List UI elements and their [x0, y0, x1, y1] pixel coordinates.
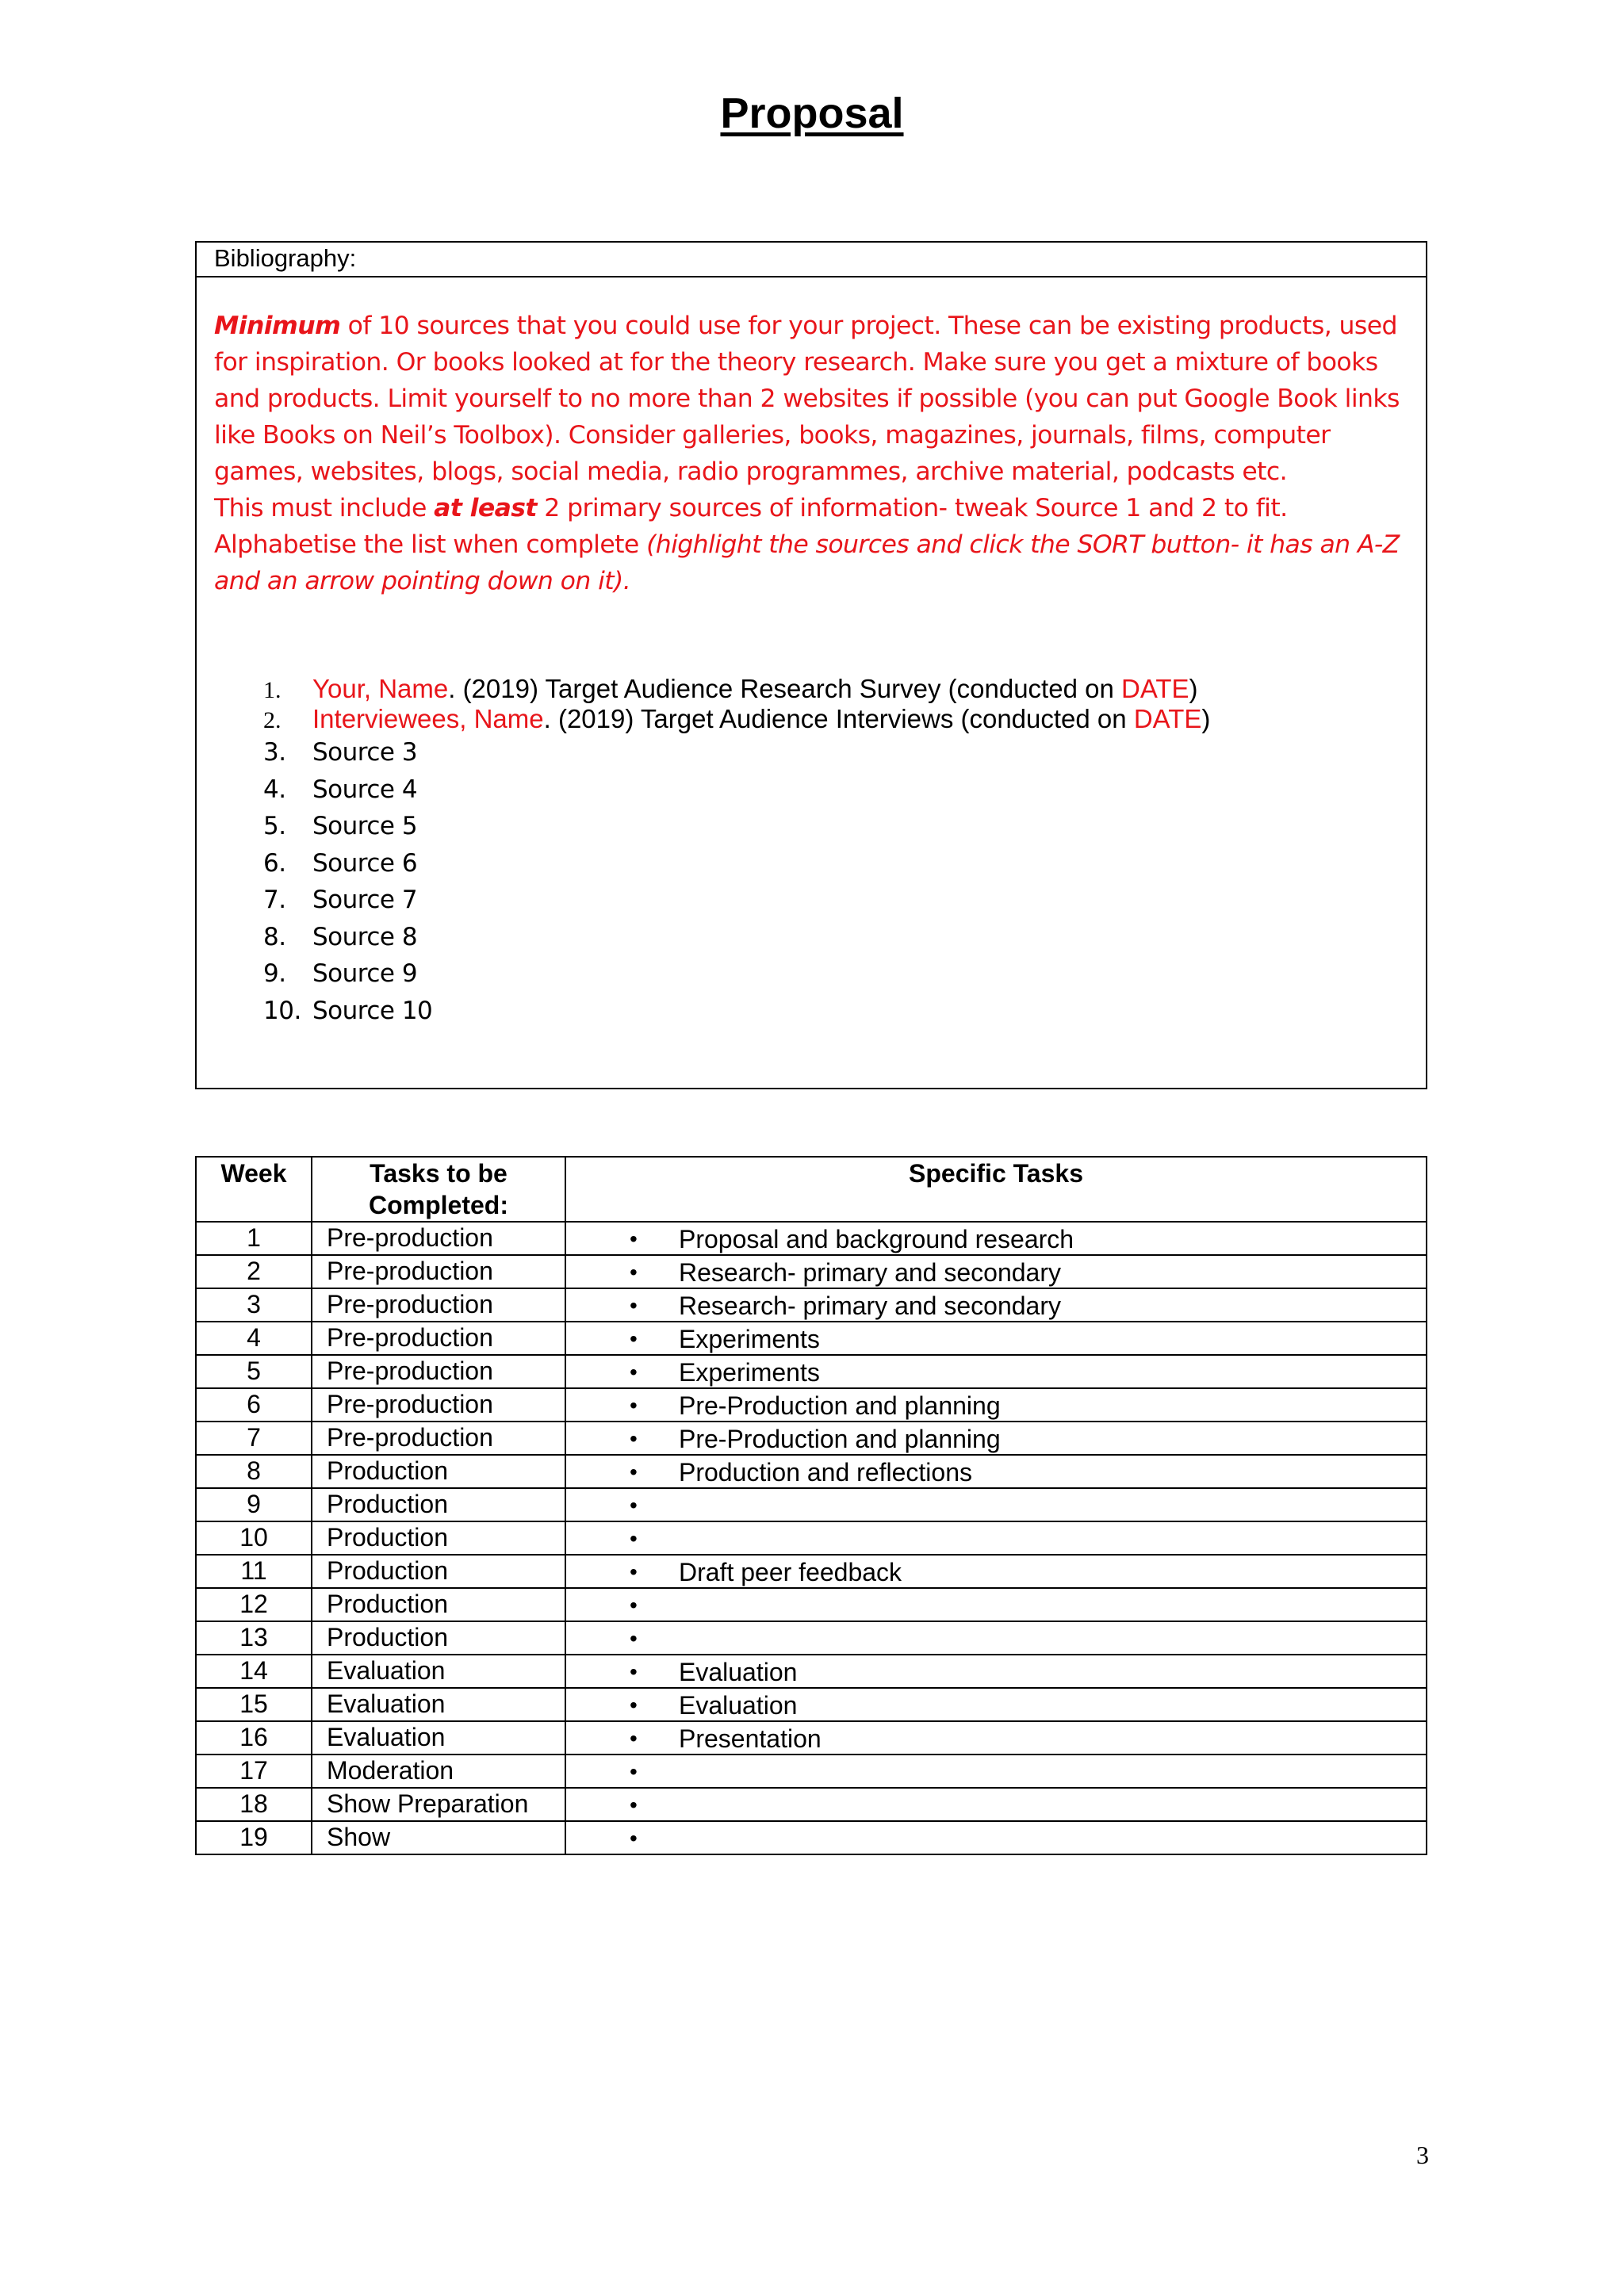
specific-task-cell — [565, 1588, 1427, 1621]
bullet-icon: • — [630, 1360, 638, 1384]
table-row — [196, 1655, 1427, 1688]
specific-task-cell — [565, 1355, 1427, 1388]
schedule-table — [195, 1156, 1427, 1855]
source-item-9: 9. Source 9 — [263, 959, 418, 988]
task-cell: Pre-production — [312, 1255, 565, 1288]
source-item-1: 1. Your, Name. (2019) Target Audience Research Survey (conducted on DATE) — [263, 674, 1198, 703]
week-cell: 13 — [196, 1621, 312, 1655]
week-cell: 10 — [196, 1521, 312, 1555]
bullet-icon: • — [630, 1626, 638, 1651]
week-cell: 14 — [196, 1655, 312, 1688]
specific-task-text: Presentation — [679, 1724, 822, 1753]
week-cell: 6 — [196, 1388, 312, 1422]
table-row — [196, 1422, 1427, 1455]
task-cell: Pre-production — [312, 1388, 565, 1422]
task-cell: Production — [312, 1555, 565, 1588]
specific-task-cell — [565, 1288, 1427, 1322]
specific-task-cell — [565, 1488, 1427, 1521]
table-row — [196, 1455, 1427, 1488]
week-cell: 8 — [196, 1455, 312, 1488]
specific-task-cell — [565, 1788, 1427, 1821]
specific-task-cell — [565, 1322, 1427, 1355]
bullet-icon: • — [630, 1293, 638, 1318]
specific-task-cell — [565, 1555, 1427, 1588]
week-header: Week — [196, 1157, 312, 1222]
week-cell: 16 — [196, 1721, 312, 1755]
bullet-icon: • — [630, 1226, 638, 1251]
bullet-icon: • — [630, 1326, 638, 1351]
table-row — [196, 1288, 1427, 1322]
table-row — [196, 1588, 1427, 1621]
bibliography-heading: Bibliography: — [197, 243, 1426, 277]
bullet-icon: • — [630, 1559, 638, 1584]
tasks-header: Tasks to be Completed: — [312, 1157, 565, 1222]
week-cell: 15 — [196, 1688, 312, 1721]
week-cell: 7 — [196, 1422, 312, 1455]
source-item-2: 2. Interviewees, Name. (2019) Target Audience Interviews (conducted on DATE) — [263, 704, 1211, 733]
specific-task-text: Experiments — [679, 1358, 820, 1387]
specific-task-cell — [565, 1721, 1427, 1755]
source-item-8: 8. Source 8 — [263, 922, 418, 951]
table-row — [196, 1488, 1427, 1521]
week-cell: 17 — [196, 1755, 312, 1788]
task-cell: Evaluation — [312, 1721, 565, 1755]
source-item-10: 10. Source 10 — [263, 996, 433, 1025]
bullet-icon: • — [630, 1493, 638, 1517]
specific-task-cell — [565, 1222, 1427, 1255]
week-cell: 5 — [196, 1355, 312, 1388]
task-cell: Pre-production — [312, 1288, 565, 1322]
source-item-4: 4. Source 4 — [263, 775, 418, 804]
bullet-icon: • — [630, 1260, 638, 1284]
week-cell: 3 — [196, 1288, 312, 1322]
table-row — [196, 1721, 1427, 1755]
task-cell: Show — [312, 1821, 565, 1854]
instruction-paragraph-2: This must include at least 2 primary sources of information- tweak Source 1 and 2 to fit. — [214, 494, 1288, 522]
bullet-icon: • — [630, 1393, 638, 1418]
bibliography-instructions — [214, 308, 1419, 599]
specific-task-text: Research- primary and secondary — [679, 1292, 1061, 1320]
specific-task-text: Evaluation — [679, 1691, 798, 1720]
specific-task-text: Proposal and background research — [679, 1225, 1074, 1253]
table-row — [196, 1821, 1427, 1854]
bullet-icon: • — [630, 1793, 638, 1817]
week-cell: 12 — [196, 1588, 312, 1621]
week-cell: 1 — [196, 1222, 312, 1255]
table-row — [196, 1688, 1427, 1721]
week-cell: 4 — [196, 1322, 312, 1355]
bullet-icon: • — [630, 1526, 638, 1551]
specific-task-text: Pre-Production and planning — [679, 1425, 1001, 1453]
specific-tasks-header: Specific Tasks — [565, 1157, 1427, 1222]
specific-task-cell — [565, 1821, 1427, 1854]
table-row — [196, 1255, 1427, 1288]
bullet-icon: • — [630, 1726, 638, 1751]
specific-task-cell — [565, 1521, 1427, 1555]
specific-task-cell — [565, 1655, 1427, 1688]
page-title: Proposal — [720, 90, 904, 137]
specific-task-cell — [565, 1455, 1427, 1488]
source-item-6: 6. Source 6 — [263, 848, 418, 878]
table-row — [196, 1755, 1427, 1788]
table-row — [196, 1222, 1427, 1255]
week-cell: 19 — [196, 1821, 312, 1854]
source-item-7: 7. Source 7 — [263, 886, 418, 914]
specific-task-text: Evaluation — [679, 1658, 798, 1686]
bullet-icon: • — [630, 1659, 638, 1684]
schedule-header-row — [196, 1157, 1427, 1222]
source-item-3: 3. Source 3 — [263, 738, 418, 767]
specific-task-text: Research- primary and secondary — [679, 1258, 1061, 1287]
specific-task-text: Pre-Production and planning — [679, 1391, 1001, 1420]
task-cell: Pre-production — [312, 1422, 565, 1455]
bullet-icon: • — [630, 1759, 638, 1784]
bullet-icon: • — [630, 1593, 638, 1617]
task-cell: Production — [312, 1455, 565, 1488]
specific-task-text: Experiments — [679, 1325, 820, 1353]
specific-task-cell — [565, 1621, 1427, 1655]
specific-task-cell — [565, 1255, 1427, 1288]
task-cell: Production — [312, 1621, 565, 1655]
bibliography-box — [195, 241, 1427, 1089]
table-row — [196, 1788, 1427, 1821]
task-cell: Production — [312, 1521, 565, 1555]
table-row — [196, 1555, 1427, 1588]
table-row — [196, 1355, 1427, 1388]
specific-task-text: Production and reflections — [679, 1458, 972, 1487]
specific-task-cell — [565, 1755, 1427, 1788]
week-cell: 11 — [196, 1555, 312, 1588]
specific-task-cell — [565, 1422, 1427, 1455]
table-row — [196, 1521, 1427, 1555]
specific-task-cell — [565, 1388, 1427, 1422]
page-number: 3 — [1416, 2141, 1429, 2169]
task-cell: Production — [312, 1588, 565, 1621]
bullet-icon: • — [630, 1693, 638, 1717]
bullet-icon: • — [630, 1826, 638, 1850]
task-cell: Pre-production — [312, 1222, 565, 1255]
instruction-paragraph-3: Alphabetise the list when complete (highlight the sources and click the SORT button- it has an A-Z and an arrow pointing down on it). — [214, 530, 1400, 595]
bullet-icon: • — [630, 1460, 638, 1484]
table-row — [196, 1322, 1427, 1355]
week-cell: 9 — [196, 1488, 312, 1521]
table-row — [196, 1621, 1427, 1655]
week-cell: 18 — [196, 1788, 312, 1821]
task-cell: Moderation — [312, 1755, 565, 1788]
task-cell: Production — [312, 1488, 565, 1521]
table-row — [196, 1388, 1427, 1422]
task-cell: Evaluation — [312, 1655, 565, 1688]
specific-task-cell — [565, 1688, 1427, 1721]
task-cell: Show Preparation — [312, 1788, 565, 1821]
instruction-paragraph-1: Minimum of 10 sources that you could use for your project. These can be existing products, used for inspiration. Or books looked at for the theory research. Make sure you get a mixture of books and products. Limit yourself to no more than 2 websites if possible (you can put Google Book links like Books on Neil’s Toolbox). Consider galleries, books, magazines, journals, films, computer games, websites, blogs, social media, radio programmes, archive material, podcasts etc. — [214, 312, 1400, 486]
bullet-icon: • — [630, 1426, 638, 1451]
task-cell: Evaluation — [312, 1688, 565, 1721]
week-cell: 2 — [196, 1255, 312, 1288]
specific-task-text: Draft peer feedback — [679, 1558, 902, 1586]
source-item-5: 5. Source 5 — [263, 812, 418, 840]
task-cell: Pre-production — [312, 1322, 565, 1355]
task-cell: Pre-production — [312, 1355, 565, 1388]
